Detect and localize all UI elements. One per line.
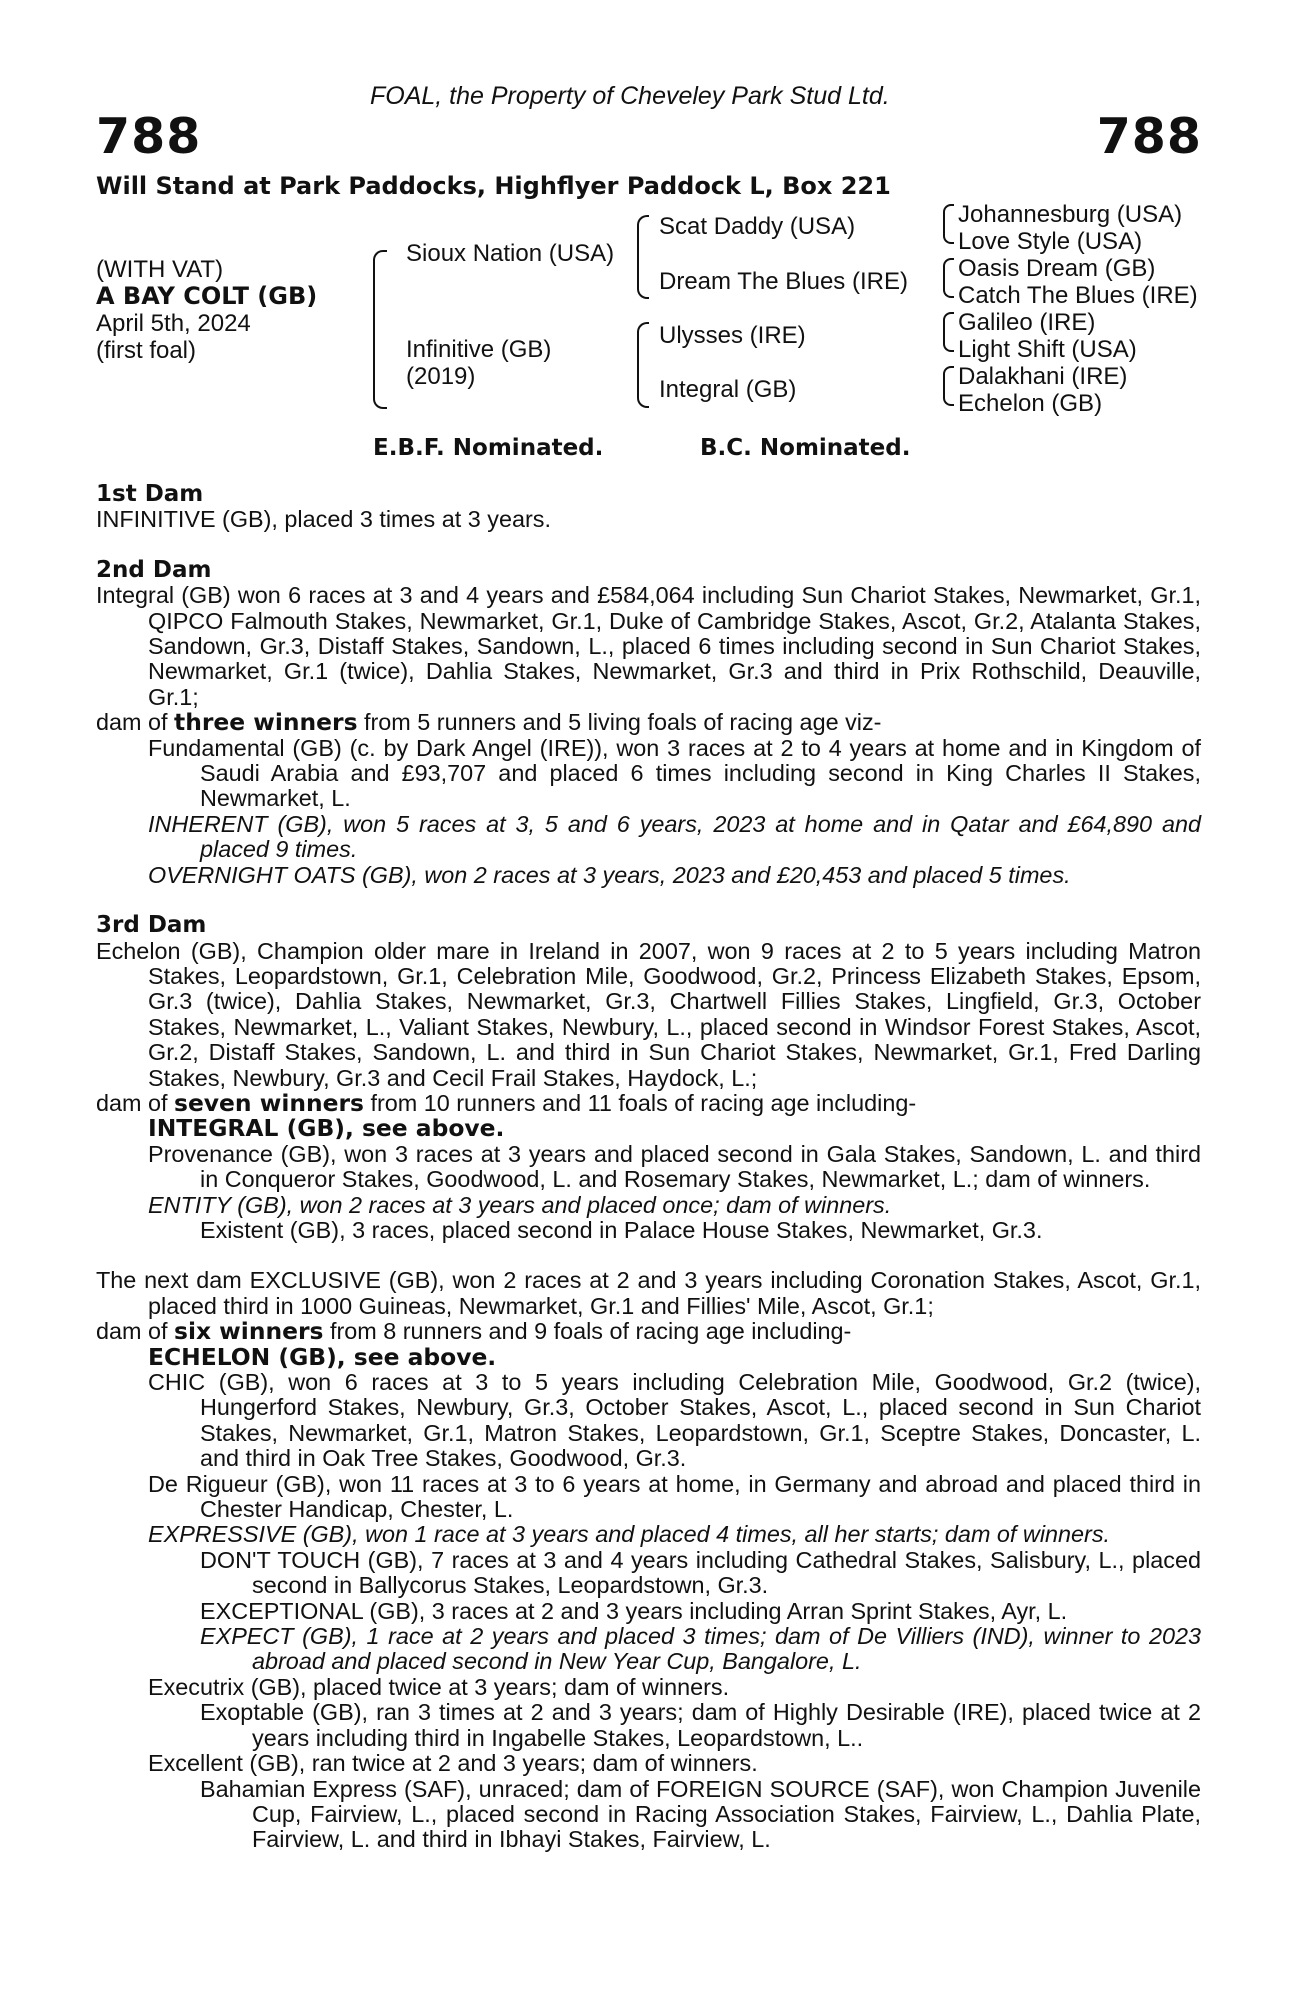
produce-fundamental: Fundamental (GB) (c. by Dark Angel (IRE)), won 3 races at 2 to 4 years at home and in Kingdom of Saudi Arabia and £93,707 and placed 6 times including second in King Charles II Stakes, Newmarket, L. (148, 734, 1201, 812)
pedigree-sire: Sioux Nation (USA) (406, 240, 615, 267)
produce-provenance: Provenance (GB), won 3 races at 3 years and placed second in Gala Stakes, Sandown, L. and third in Conqueror Stakes, Goodwood, L. and Rosemary Stakes, Newmarket, L.; dam of winners. (148, 1140, 1201, 1193)
pedigree-sdd: Catch The Blues (IRE) (958, 282, 1198, 309)
bc-nominated: B.C. Nominated. (700, 435, 911, 461)
produce-exoptable: Exoptable (GB), ran 3 times at 2 and 3 years; dam of Highly Desirable (IRE), placed twice at 2 years including third in Ingabelle Stakes, Leopardstown, L.. (200, 1699, 1201, 1751)
pedigree-dam-dam: Integral (GB) (659, 376, 797, 403)
produce-chic: CHIC (GB), won 6 races at 3 to 5 years including Celebration Mile, Goodwood, Gr.2 (twice), Hungerford Stakes, Newbury, Gr.3, October Stakes, Ascot, L., placed second in Sun Chariot Stakes, Newmarket, Gr.1, Matron Stakes, Leopardstown, Gr.1, Sceptre Stakes, Doncaster, L. and third in Oak Tree Stakes, Goodwood, Gr.3. (148, 1369, 1201, 1472)
third-dam-echelon: Echelon (GB), Champion older mare in Ireland in 2007, won 9 races at 2 to 5 years including Matron Stakes, Leopardstown, Gr.1, Celebration Mile, Goodwood, Gr.2, Princess Elizabeth Stakes, Epsom, Gr.3 (twice), Dahlia Stakes, Newmarket, Gr.3, Chartwell Fillies Stakes, Lingfield, Gr.3, October Stakes, Newmarket, L., Valiant Stakes, Newbury, L., placed second in Windsor Forest Stakes, Ascot, Gr.2, Distaff Stakes, Sandown, L. and third in Sun Chariot Stakes, Newmarket, Gr.1, Fred Darling Stakes, Newbury, Gr.3 and Cecil Frail Stakes, Haydock, L.; (96, 937, 1201, 1091)
produce-excellent: Excellent (GB), ran twice at 2 and 3 years; dam of winners. (148, 1750, 758, 1777)
pedigree-brace-ds (943, 312, 954, 352)
pedigree-ssd: Love Style (USA) (958, 228, 1143, 255)
catalogue-body (96, 482, 1201, 1853)
foaling-date: April 5th, 2024 (96, 310, 251, 337)
pedigree-brace-sire (637, 215, 649, 299)
produce-overnight-oats: OVERNIGHT OATS (GB), won 2 races at 3 years, 2023 and £20,453 and placed 5 times. (148, 861, 1071, 888)
produce-executrix: Executrix (GB), placed twice at 3 years; dam of winners. (148, 1673, 730, 1700)
produce-bahamian-express: Bahamian Express (SAF), unraced; dam of FOREIGN SOURCE (SAF), won Champion Juvenile Cup, Fairview, L., placed second in Racing Association Stakes, Fairview, L., Dahlia Plate, Fairview, L. and third in Ibhayi Stakes, Fairview, L. (200, 1775, 1201, 1853)
foal-line: FOAL, the Property of Cheveley Park Stud Ltd. (370, 82, 890, 110)
lot-number-left: 788 (96, 108, 202, 165)
third-dam-produce-summary: dam of seven winners from 10 runners and 11 foals of racing age including- (96, 1088, 917, 1117)
pedigree-ddd: Echelon (GB) (958, 390, 1103, 417)
pedigree-sss: Johannesburg (USA) (958, 201, 1183, 228)
pedigree-dss: Galileo (IRE) (958, 309, 1096, 336)
lot-number-right: 788 (1096, 108, 1202, 165)
pedigree-brace-ss (943, 204, 954, 244)
ebf-nominated: E.B.F. Nominated. (373, 435, 604, 461)
pedigree-sds: Oasis Dream (GB) (958, 255, 1156, 282)
produce-echelon-ref: ECHELON (GB), see above. (148, 1342, 497, 1371)
second-dam-title: 2nd Dam (96, 556, 212, 583)
third-dam-title: 3rd Dam (96, 912, 207, 939)
produce-expect: EXPECT (GB), 1 race at 2 years and placed 3 times; dam of De Villiers (IND), winner to 2023 abroad and placed second in New Year Cup, Bangalore, L. (200, 1623, 1201, 1675)
second-dam-produce-summary: dam of three winners from 5 runners and 5 living foals of racing age viz- (96, 708, 882, 737)
produce-existent: Existent (GB), 3 races, placed second in Palace House Stakes, Newmarket, Gr.3. (200, 1216, 1043, 1243)
stabling-location: Will Stand at Park Paddocks, Highflyer Paddock L, Box 221 (96, 172, 891, 200)
pedigree-dam: Infinitive (GB) (406, 336, 552, 363)
produce-expressive: EXPRESSIVE (GB), won 1 race at 3 years and placed 4 times, all her starts; dam of winners. (148, 1521, 1111, 1548)
pedigree-sire-sire: Scat Daddy (USA) (659, 213, 856, 240)
pedigree-brace-gen1 (373, 250, 387, 409)
produce-inherent: INHERENT (GB), won 5 races at 3, 5 and 6 years, 2023 at home and in Qatar and £64,890 and placed 9 times. (148, 810, 1201, 863)
horse-name: A BAY COLT (GB) (96, 282, 318, 310)
foal-note: (first foal) (96, 337, 197, 364)
pedigree-dam-sire: Ulysses (IRE) (659, 322, 806, 349)
pedigree-sire-dam: Dream The Blues (IRE) (659, 268, 908, 295)
vat-note: (WITH VAT) (96, 256, 224, 283)
first-dam-title: 1st Dam (96, 481, 204, 507)
second-dam-integral: Integral (GB) won 6 races at 3 and 4 years and £584,064 including Sun Chariot Stakes, Newmarket, Gr.1, QIPCO Falmouth Stakes, Newmarket, Gr.1, Duke of Cambridge Stakes, Ascot, Gr.2, Atalanta Stakes, Sandown, Gr.3, Distaff Stakes, Sandown, L., placed 6 times including second in Sun Chariot Stakes, Newmarket, Gr.1 (twice), Dahlia Stakes, Newmarket, Gr.3 and third in Prix Rothschild, Deauville, Gr.1; (96, 582, 1201, 710)
pedigree-brace-sd (943, 258, 954, 298)
next-dam-produce-summary: dam of six winners from 8 runners and 9 foals of racing age including- (96, 1317, 852, 1346)
pedigree-brace-dd (943, 366, 954, 406)
pedigree-brace-dam (637, 322, 649, 408)
produce-de-rigueur: De Rigueur (GB), won 11 races at 3 to 6 years at home, in Germany and abroad and placed third in Chester Handicap, Chester, L. (148, 1470, 1201, 1523)
produce-entity: ENTITY (GB), won 2 races at 3 years and placed once; dam of winners. (148, 1191, 892, 1218)
produce-dont-touch: DON'T TOUCH (GB), 7 races at 3 and 4 years including Cathedral Stakes, Salisbury, L., placed second in Ballycorus Stakes, Leopardstown, Gr.3. (200, 1546, 1201, 1599)
pedigree-dds: Dalakhani (IRE) (958, 363, 1128, 390)
next-dam-exclusive: The next dam EXCLUSIVE (GB), won 2 races at 2 and 3 years including Coronation Stakes, Ascot, Gr.1, placed third in 1000 Guineas, Newmarket, Gr.1 and Fillies' Mile, Ascot, Gr.1; (96, 1267, 1201, 1319)
pedigree-dam-year: (2019) (406, 363, 476, 390)
produce-integral-ref: INTEGRAL (GB), see above. (148, 1114, 505, 1143)
produce-exceptional: EXCEPTIONAL (GB), 3 races at 2 and 3 years including Arran Sprint Stakes, Ayr, L. (200, 1597, 1068, 1624)
pedigree-dsd: Light Shift (USA) (958, 336, 1137, 363)
first-dam-text: INFINITIVE (GB), placed 3 times at 3 years. (96, 506, 551, 533)
